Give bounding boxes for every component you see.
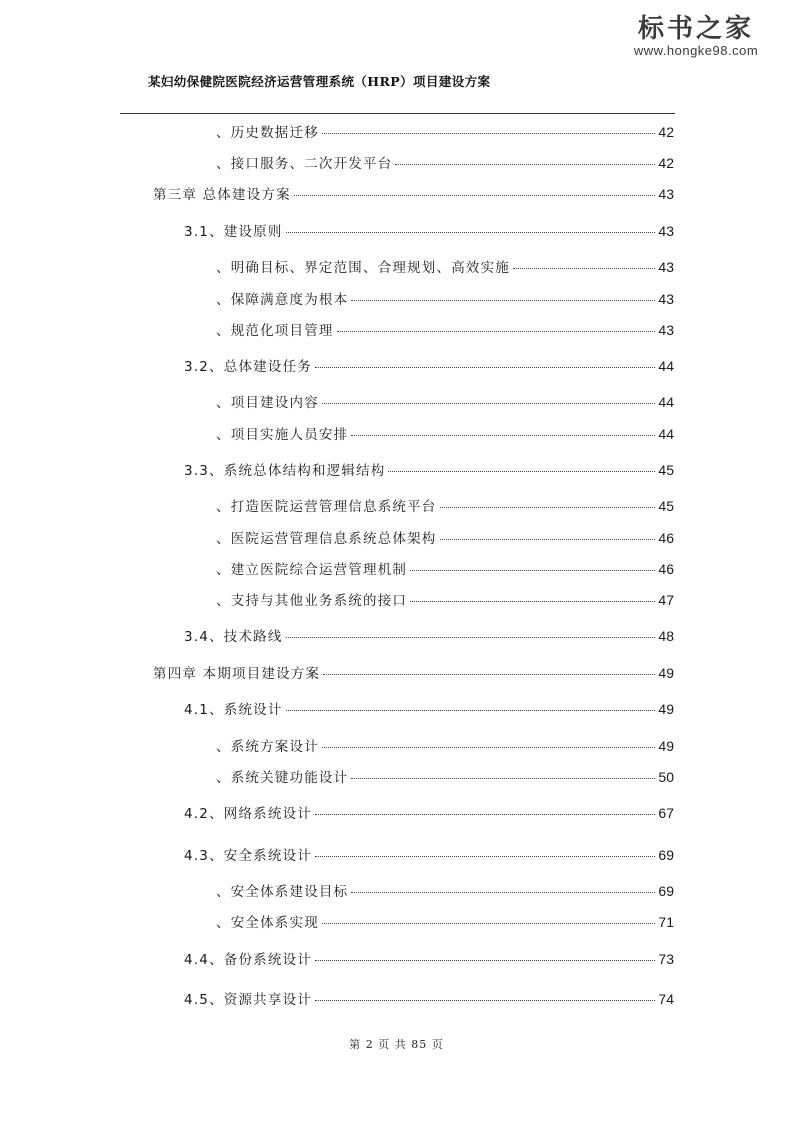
toc-dot-leader — [315, 960, 655, 961]
toc-dot-leader — [388, 471, 655, 472]
toc-dot-leader — [440, 539, 656, 540]
toc-entry-page-number: 44 — [658, 358, 674, 374]
toc-entry[interactable] — [216, 425, 674, 444]
document-header-title: 某妇幼保健院医院经济运营管理系统（HRP）项目建设方案 — [148, 74, 491, 89]
toc-entry-label: 、项目实施人员安排 — [216, 427, 349, 443]
toc-entry-label: 、项目建设内容 — [216, 395, 319, 411]
toc-dot-leader — [395, 164, 655, 165]
toc-dot-leader — [315, 814, 655, 815]
toc-entry-page-number: 67 — [658, 805, 674, 821]
toc-entry-page-number: 47 — [658, 592, 674, 608]
toc-entry-label: 4.4、备份系统设计 — [184, 952, 312, 968]
toc-entry-page-number: 49 — [658, 665, 674, 681]
toc-entry-label: 、打造医院运营管理信息系统平台 — [216, 499, 437, 515]
page-footer: 第 2 页 共 85 页 — [349, 1038, 444, 1051]
header-divider — [120, 113, 675, 114]
toc-entry[interactable] — [216, 591, 674, 610]
toc-entry-label: 、安全体系实现 — [216, 915, 319, 931]
toc-dot-leader — [322, 133, 656, 134]
toc-entry-page-number: 73 — [658, 951, 674, 967]
toc-entry-label: 第三章 总体建设方案 — [153, 187, 291, 203]
toc-entry-page-number: 74 — [658, 991, 674, 1007]
toc-entry-page-number: 43 — [658, 223, 674, 239]
toc-entry[interactable] — [216, 768, 674, 787]
toc-dot-leader — [351, 435, 655, 436]
toc-dot-leader — [323, 674, 655, 675]
toc-entry-label: 3.2、总体建设任务 — [184, 359, 312, 375]
toc-dot-leader — [351, 778, 655, 779]
watermark-url: www.hongke98.com — [633, 43, 759, 58]
toc-entry[interactable] — [184, 222, 674, 241]
toc-entry-label: 4.2、网络系统设计 — [184, 806, 312, 822]
toc-dot-leader — [440, 507, 656, 508]
toc-entry-page-number: 71 — [658, 914, 674, 930]
toc-dot-leader — [315, 856, 655, 857]
toc-entry[interactable] — [216, 560, 674, 579]
toc-entry-page-number: 46 — [658, 530, 674, 546]
toc-entry[interactable] — [184, 357, 674, 376]
toc-entry[interactable] — [184, 700, 674, 719]
toc-entry-page-number: 48 — [658, 628, 674, 644]
toc-dot-leader — [286, 710, 656, 711]
toc-entry[interactable] — [184, 950, 674, 969]
toc-entry-label: 第四章 本期项目建设方案 — [153, 666, 321, 682]
toc-entry[interactable] — [216, 497, 674, 516]
toc-entry-label: 3.4、技术路线 — [184, 629, 283, 645]
toc-entry-label: 、支持与其他业务系统的接口 — [216, 593, 408, 609]
toc-entry-label: 、系统方案设计 — [216, 739, 319, 755]
toc-entry[interactable] — [153, 664, 674, 683]
toc-entry-page-number: 43 — [658, 259, 674, 275]
toc-entry-label: 、明确目标、界定范围、合理规划、高效实施 — [216, 260, 510, 276]
toc-entry-label: 3.1、建设原则 — [184, 224, 283, 240]
toc-entry[interactable] — [184, 461, 674, 480]
toc-entry[interactable] — [216, 290, 674, 309]
toc-dot-leader — [513, 268, 655, 269]
toc-entry-page-number: 49 — [658, 701, 674, 717]
toc-entry[interactable] — [216, 393, 674, 412]
toc-entry-page-number: 69 — [658, 883, 674, 899]
toc-entry-page-number: 43 — [658, 322, 674, 338]
toc-entry-label: 4.3、安全系统设计 — [184, 848, 312, 864]
toc-entry-label: 4.1、系统设计 — [184, 702, 283, 718]
toc-entry-label: 4.5、资源共享设计 — [184, 992, 312, 1008]
toc-dot-leader — [286, 232, 656, 233]
toc-entry[interactable] — [216, 882, 674, 901]
toc-entry-page-number: 43 — [658, 291, 674, 307]
toc-entry-label: 、规范化项目管理 — [216, 323, 334, 339]
toc-dot-leader — [351, 300, 655, 301]
toc-dot-leader — [315, 367, 655, 368]
toc-entry-page-number: 42 — [658, 155, 674, 171]
toc-dot-leader — [322, 747, 656, 748]
toc-entry[interactable] — [216, 529, 674, 548]
toc-entry-page-number: 43 — [658, 186, 674, 202]
toc-entry[interactable] — [216, 123, 674, 142]
toc-entry-page-number: 42 — [658, 124, 674, 140]
toc-entry[interactable] — [184, 990, 674, 1009]
toc-dot-leader — [286, 637, 656, 638]
toc-dot-leader — [322, 403, 656, 404]
toc-entry[interactable] — [216, 258, 674, 277]
watermark-title: 标书之家 — [637, 14, 754, 44]
toc-entry-label: 、医院运营管理信息系统总体架构 — [216, 531, 437, 547]
toc-entry-page-number: 44 — [658, 426, 674, 442]
toc-entry-label: 、系统关键功能设计 — [216, 770, 349, 786]
toc-entry-label: 、建立医院综合运营管理机制 — [216, 562, 408, 578]
toc-entry[interactable] — [216, 913, 674, 932]
toc-entry[interactable] — [216, 154, 674, 173]
toc-entry[interactable] — [184, 804, 674, 823]
toc-dot-leader — [337, 331, 656, 332]
toc-entry-page-number: 44 — [658, 394, 674, 410]
toc-entry[interactable] — [184, 627, 674, 646]
toc-entry-page-number: 45 — [658, 462, 674, 478]
toc-entry-page-number: 45 — [658, 498, 674, 514]
toc-dot-leader — [410, 570, 655, 571]
toc-entry-label: 3.3、系统总体结构和逻辑结构 — [184, 463, 386, 479]
watermark-logo — [621, 14, 771, 58]
toc-entry-label: 、接口服务、二次开发平台 — [216, 156, 393, 172]
toc-entry-page-number: 46 — [658, 561, 674, 577]
toc-entry[interactable] — [153, 185, 674, 204]
toc-entry[interactable] — [216, 737, 674, 756]
toc-entry[interactable] — [216, 321, 674, 340]
toc-entry-page-number: 69 — [658, 847, 674, 863]
toc-dot-leader — [410, 601, 655, 602]
toc-entry-page-number: 50 — [658, 769, 674, 785]
toc-entry-label: 、安全体系建设目标 — [216, 884, 349, 900]
toc-entry-label: 、历史数据迁移 — [216, 125, 319, 141]
toc-entry[interactable] — [184, 846, 674, 865]
toc-dot-leader — [315, 1000, 655, 1001]
toc-dot-leader — [322, 923, 656, 924]
toc-entry-page-number: 49 — [658, 738, 674, 754]
toc-dot-leader — [294, 195, 656, 196]
toc-entry-label: 、保障满意度为根本 — [216, 292, 349, 308]
toc-dot-leader — [351, 892, 655, 893]
